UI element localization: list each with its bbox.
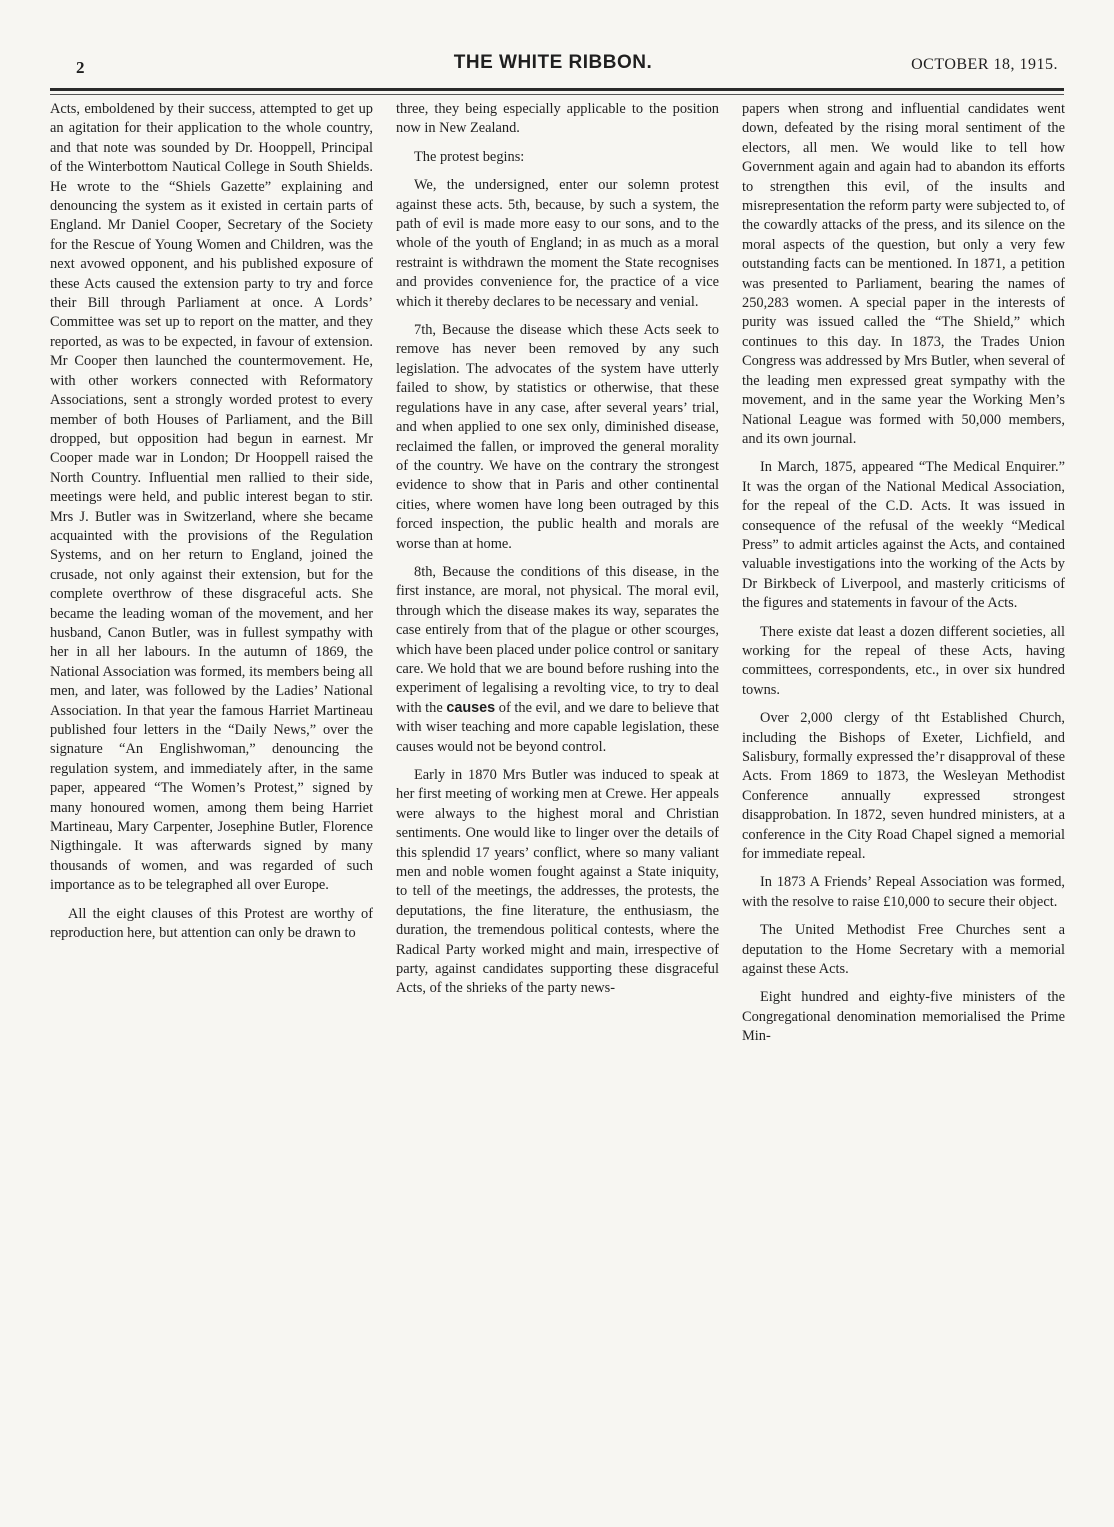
column-left bbox=[50, 100, 373, 1515]
paragraph-with-emphasis bbox=[396, 563, 719, 757]
article-columns bbox=[50, 100, 1066, 1515]
header-rule bbox=[50, 88, 1064, 91]
paragraph: papers when strong and influential candidates went down, defeated by the rising moral sentiment of the electors, all men. We would like to tell how Government again and again had to abandon its efforts to strengthen this evil, of the insults and misrepresentation the reform party were subjected to, of the cowardly attacks of the press, and its silence on the moral aspects of the question, but only a very few outstanding facts can be mentioned. In 1871, a petition was presented to Parliament, bearing the names of 250,283 women. A special paper in the interests of purity was issued called the “The Shield,” which continues to this day. In 1873, the Trades Union Congress was addressed by Mrs Butler, when several of the leading men expressed great sympathy with the movement, and in the same year the Working Men’s National League was formed with 50,000 members, and its own journal. bbox=[742, 101, 1065, 447]
paragraph: In 1873 A Friends’ Repeal Association was formed, with the resolve to raise £10,000 to secure their object. bbox=[742, 874, 1065, 910]
paragraph: We, the undersigned, enter our solemn protest against these acts. 5th, because, by such a system, the path of evil is made more easy to our sons, and to the whole of the youth of England; in as much as a moral restraint is withdrawn the moment the State recognises and provides convenience for, the practice of a vice which it thereby declares to be necessary and venial. bbox=[396, 177, 719, 310]
paragraph: Over 2,000 clergy of tht Established Church, including the Bishops of Exeter, Lichfield, and Salisbury, formally expressed the’r disapproval of these Acts. From 1869 to 1873, the Wesleyan Methodist Conference annually expressed strongest disapprobation. In 1872, seven hundred ministers, at a conference in the City Road Chapel signed a memorial for immediate repeal. bbox=[742, 710, 1065, 863]
paragraph-text: 8th, Because the conditions of this disease, in the first instance, are moral, not physical. The moral evil, through which the disease makes its way, separates the case entirely from that of the plague or other scourges, which have been placed under police control or sanitary care. We hold that we are bound before rushing into the experiment of legalising a revolting vice, to try to deal with the bbox=[396, 563, 719, 716]
paragraph: three, they being especially applicable to the position now in New Zealand. bbox=[396, 101, 719, 137]
page-number: 2 bbox=[76, 58, 85, 77]
masthead-title: THE WHITE RIBBON. bbox=[453, 52, 653, 73]
paragraph-text: of the evil, and we dare to believe that with wiser teaching and more capable legislation, these causes would not be beyond control. bbox=[396, 699, 719, 755]
paragraph: In March, 1875, appeared “The Medical Enquirer.” It was the organ of the National Medical Association, for the repeal of the C.D. Acts. It was issued in consequence of the refusal of the weekly “Medical Press” to admit articles against the Acts, and contained valuable investigations into the working of the Acts by Dr Birkbeck of Liverpool, and masterly criticisms of the figures and statements in favour of the Acts. bbox=[742, 459, 1065, 612]
paragraph: There existe dat least a dozen different societies, all working for the repeal of these Acts, having committees, correspondents, etc., in over six hundred towns. bbox=[742, 623, 1065, 698]
paragraph: The United Methodist Free Churches sent a deputation to the Home Secretary with a memorial against these Acts. bbox=[742, 922, 1065, 978]
paragraph: The protest begins: bbox=[414, 148, 525, 165]
column-right bbox=[742, 100, 1065, 1515]
paragraph: Eight hundred and eighty-five ministers of the Congregational denomination memorialised the Prime Min- bbox=[742, 989, 1065, 1045]
paragraph: Early in 1870 Mrs Butler was induced to speak at her first meeting of working men at Crewe. Her appeals were always to the highest moral and Christian sentiments. One would like to linger over the details of this splendid 17 years’ conflict, where so many valiant men and noble women fought against a State iniquity, to tell of the meetings, the addresses, the protests, the deputations, the fine literature, the enthusiasm, the duration, the tremendous political contests, where the Radical Party worked might and main, irrespective of party, against candidates supporting these disgraceful Acts, of the shrieks of the party news- bbox=[396, 767, 719, 997]
issue-date: OCTOBER 18, 1915. bbox=[911, 56, 1058, 73]
column-middle bbox=[396, 100, 719, 1515]
header-rule-thin bbox=[50, 94, 1064, 95]
emphasis-causes: causes bbox=[446, 699, 496, 716]
paragraph: Acts, emboldened by their success, attempted to get up an agitation for their application to the whole country, and that note was sounded by Dr. Hooppell, Principal of the Winterbottom Nautical College in South Shields. He wrote to the “Shiels Gazette” explaining and denouncing the system as it existed in certain parts of England. Mr Daniel Cooper, Secretary of the Society for the Rescue of Young Women and Children, was the next avowed opponent, and his published exposure of these Acts caused the extension party to try and force their Bill through Parliament at once. A Lords’ Committee was set up to report on the matter, and they reported, as was to be expected, in favour of extension. Mr Cooper then launched the countermovement. He, with other workers connected with Reformatory Associations, sent a strongly worded protest to every member of both Houses of Parliament, and the Bill dropped, but opposition had begun in earnest. Mr Cooper made war in London; Dr Hooppell raised the North Country. Influential men rallied to their side, meetings were held, and public interest began to stir. Mrs J. Butler was in Switzerland, where she became acquainted with the provisions of the Regulation Systems, and on her return to England, joined the crusade, not only against their extension, but for the complete overthrow of these disgraceful acts. She became the leading woman of the movement, and her husband, Canon Butler, was in fullest sympathy with her in all her labours. In the autumn of 1869, the National Association was formed, its members being all men, and later, was followed by the Ladies’ National Association. In that year the famous Harriet Martineau published four letters in the “Daily News,” over the signature “An Englishwoman,” denouncing the regulation system, and immediately after, in the same paper, appeared “The Women’s Protest,” signed by many honoured women, among them being Harriet Martineau, Mary Carpenter, Josephine Butler, Florence Nigthingale. It was afterwards signed by many thousands of women, and was regarded of such importance as to be telegraphed all over Europe. bbox=[50, 101, 373, 894]
page-header bbox=[48, 52, 1058, 82]
paragraph: 7th, Because the disease which these Acts seek to remove has never been removed by any such legislation. The advocates of the system have utterly failed to show, by statistics or otherwise, that these regulations have in any case, after several years’ trial, and when applied to one sex only, diminished disease, reclaimed the fallen, or improved the general morality of the country. We have on the contrary the strongest evidence to show that in Paris and other continental cities, where women have long been outraged by this forced inspection, the public health and morals are worse than at home. bbox=[396, 322, 719, 552]
paragraph: All the eight clauses of this Protest are worthy of reproduction here, but attention can only be drawn to bbox=[50, 905, 373, 942]
